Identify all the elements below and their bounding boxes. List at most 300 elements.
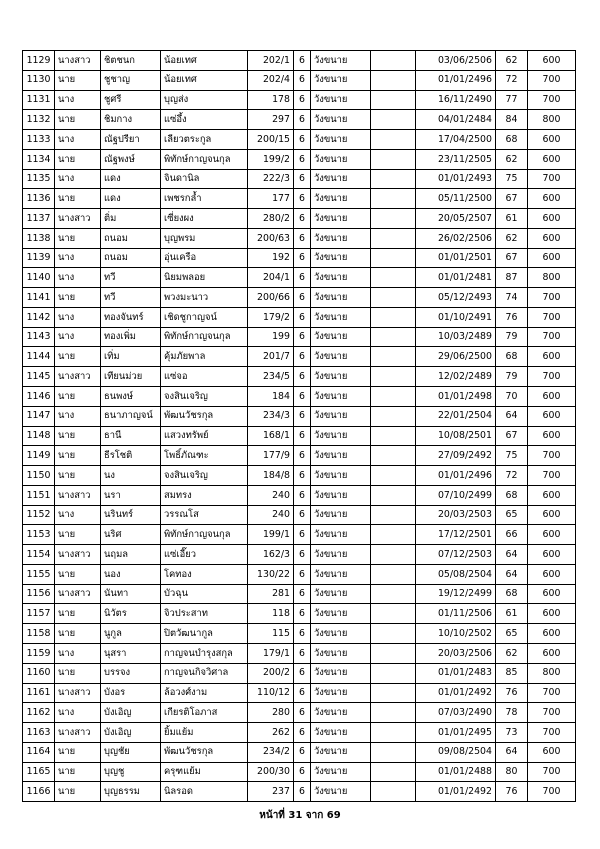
title-prefix-cell: นาย <box>55 782 101 802</box>
birth-date-cell: 07/10/2499 <box>416 485 496 505</box>
age-cell: 68 <box>496 584 528 604</box>
row-number-cell: 1163 <box>23 723 55 743</box>
village-number-cell: 6 <box>294 268 311 288</box>
village-number-cell: 6 <box>294 149 311 169</box>
subdistrict-cell: วังขนาย <box>311 70 371 90</box>
title-prefix-cell: นาย <box>55 604 101 624</box>
birth-date-cell: 17/12/2501 <box>416 525 496 545</box>
subdistrict-cell: วังขนาย <box>311 485 371 505</box>
table-row <box>23 169 576 189</box>
birth-date-cell: 01/01/2492 <box>416 683 496 703</box>
birth-date-cell: 20/03/2503 <box>416 505 496 525</box>
subdistrict-cell: วังขนาย <box>311 90 371 110</box>
table-row <box>23 782 576 802</box>
title-prefix-cell: นาง <box>55 169 101 189</box>
birth-date-cell: 16/11/2490 <box>416 90 496 110</box>
allowance-amount-cell: 700 <box>528 327 576 347</box>
village-number-cell: 6 <box>294 248 311 268</box>
row-number-cell: 1159 <box>23 643 55 663</box>
row-number-cell: 1147 <box>23 406 55 426</box>
first-name-cell: แดง <box>101 189 161 209</box>
allowance-amount-cell: 600 <box>528 545 576 565</box>
table-row <box>23 643 576 663</box>
table-row <box>23 762 576 782</box>
allowance-amount-cell: 700 <box>528 703 576 723</box>
last-name-cell: แสวงทรัพย์ <box>161 426 248 446</box>
table-row <box>23 130 576 150</box>
blank-cell <box>371 209 416 229</box>
subdistrict-cell: วังขนาย <box>311 723 371 743</box>
village-number-cell: 6 <box>294 288 311 308</box>
blank-cell <box>371 130 416 150</box>
birth-date-cell: 03/06/2506 <box>416 51 496 71</box>
village-number-cell: 6 <box>294 189 311 209</box>
age-cell: 65 <box>496 624 528 644</box>
subdistrict-cell: วังขนาย <box>311 703 371 723</box>
birth-date-cell: 01/01/2495 <box>416 723 496 743</box>
house-number-cell: 240 <box>248 505 294 525</box>
last-name-cell: เกียรติโอภาส <box>161 703 248 723</box>
allowance-amount-cell: 600 <box>528 387 576 407</box>
title-prefix-cell: นางสาว <box>55 683 101 703</box>
first-name-cell: ทองจันทร์ <box>101 307 161 327</box>
table-row <box>23 742 576 762</box>
house-number-cell: 201/7 <box>248 347 294 367</box>
row-number-cell: 1161 <box>23 683 55 703</box>
title-prefix-cell: นาง <box>55 307 101 327</box>
title-prefix-cell: นาย <box>55 564 101 584</box>
table-row <box>23 149 576 169</box>
village-number-cell: 6 <box>294 624 311 644</box>
last-name-cell: บัวฉุน <box>161 584 248 604</box>
village-number-cell: 6 <box>294 643 311 663</box>
title-prefix-cell: นาย <box>55 189 101 209</box>
village-number-cell: 6 <box>294 426 311 446</box>
house-number-cell: 200/63 <box>248 228 294 248</box>
house-number-cell: 234/3 <box>248 406 294 426</box>
title-prefix-cell: นาง <box>55 90 101 110</box>
birth-date-cell: 22/01/2504 <box>416 406 496 426</box>
row-number-cell: 1132 <box>23 110 55 130</box>
first-name-cell: นง <box>101 466 161 486</box>
row-number-cell: 1144 <box>23 347 55 367</box>
last-name-cell: วรรณโส <box>161 505 248 525</box>
row-number-cell: 1131 <box>23 90 55 110</box>
title-prefix-cell: นาย <box>55 228 101 248</box>
subdistrict-cell: วังขนาย <box>311 604 371 624</box>
title-prefix-cell: นาย <box>55 387 101 407</box>
subdistrict-cell: วังขนาย <box>311 189 371 209</box>
birth-date-cell: 29/06/2500 <box>416 347 496 367</box>
house-number-cell: 204/1 <box>248 268 294 288</box>
table-row <box>23 51 576 71</box>
age-cell: 64 <box>496 742 528 762</box>
house-number-cell: 184/8 <box>248 466 294 486</box>
table-row <box>23 189 576 209</box>
subdistrict-cell: วังขนาย <box>311 110 371 130</box>
subdistrict-cell: วังขนาย <box>311 248 371 268</box>
title-prefix-cell: นาง <box>55 327 101 347</box>
subdistrict-cell: วังขนาย <box>311 426 371 446</box>
last-name-cell: พิทักษ์กาญจนกุล <box>161 525 248 545</box>
village-number-cell: 6 <box>294 387 311 407</box>
row-number-cell: 1164 <box>23 742 55 762</box>
age-cell: 68 <box>496 347 528 367</box>
age-cell: 76 <box>496 782 528 802</box>
house-number-cell: 199/1 <box>248 525 294 545</box>
table-row <box>23 347 576 367</box>
title-prefix-cell: นาง <box>55 643 101 663</box>
last-name-cell: นิลรอด <box>161 782 248 802</box>
table-row <box>23 90 576 110</box>
title-prefix-cell: นางสาว <box>55 485 101 505</box>
title-prefix-cell: นางสาว <box>55 209 101 229</box>
title-prefix-cell: นาย <box>55 466 101 486</box>
subdistrict-cell: วังขนาย <box>311 663 371 683</box>
allowance-amount-cell: 600 <box>528 584 576 604</box>
subdistrict-cell: วังขนาย <box>311 307 371 327</box>
row-number-cell: 1154 <box>23 545 55 565</box>
row-number-cell: 1142 <box>23 307 55 327</box>
row-number-cell: 1141 <box>23 288 55 308</box>
blank-cell <box>371 70 416 90</box>
house-number-cell: 200/66 <box>248 288 294 308</box>
birth-date-cell: 12/02/2489 <box>416 367 496 387</box>
row-number-cell: 1137 <box>23 209 55 229</box>
last-name-cell: ครุฑแย้ม <box>161 762 248 782</box>
table-row <box>23 604 576 624</box>
title-prefix-cell: นางสาว <box>55 723 101 743</box>
age-cell: 67 <box>496 426 528 446</box>
subdistrict-cell: วังขนาย <box>311 584 371 604</box>
allowance-amount-cell: 600 <box>528 149 576 169</box>
subdistrict-cell: วังขนาย <box>311 762 371 782</box>
age-cell: 85 <box>496 663 528 683</box>
village-number-cell: 6 <box>294 367 311 387</box>
birth-date-cell: 01/01/2488 <box>416 762 496 782</box>
allowance-amount-cell: 600 <box>528 228 576 248</box>
blank-cell <box>371 485 416 505</box>
subdistrict-cell: วังขนาย <box>311 466 371 486</box>
birth-date-cell: 01/11/2506 <box>416 604 496 624</box>
table-row <box>23 288 576 308</box>
birth-date-cell: 01/01/2483 <box>416 663 496 683</box>
subdistrict-cell: วังขนาย <box>311 564 371 584</box>
title-prefix-cell: นาง <box>55 703 101 723</box>
age-cell: 75 <box>496 169 528 189</box>
title-prefix-cell: นางสาว <box>55 545 101 565</box>
village-number-cell: 6 <box>294 742 311 762</box>
age-cell: 65 <box>496 505 528 525</box>
house-number-cell: 118 <box>248 604 294 624</box>
age-cell: 77 <box>496 90 528 110</box>
village-number-cell: 6 <box>294 762 311 782</box>
first-name-cell: นฤมล <box>101 545 161 565</box>
house-number-cell: 222/3 <box>248 169 294 189</box>
last-name-cell: จินดานิล <box>161 169 248 189</box>
table-row <box>23 387 576 407</box>
house-number-cell: 115 <box>248 624 294 644</box>
allowance-amount-cell: 600 <box>528 485 576 505</box>
first-name-cell: บรรจง <box>101 663 161 683</box>
age-cell: 72 <box>496 466 528 486</box>
first-name-cell: เทิ่ม <box>101 347 161 367</box>
allowance-amount-cell: 600 <box>528 189 576 209</box>
age-cell: 67 <box>496 248 528 268</box>
table-row <box>23 70 576 90</box>
subdistrict-cell: วังขนาย <box>311 525 371 545</box>
allowance-amount-cell: 600 <box>528 248 576 268</box>
blank-cell <box>371 703 416 723</box>
title-prefix-cell: นางสาว <box>55 367 101 387</box>
row-number-cell: 1135 <box>23 169 55 189</box>
allowance-amount-cell: 600 <box>528 564 576 584</box>
table-row <box>23 485 576 505</box>
row-number-cell: 1139 <box>23 248 55 268</box>
age-cell: 62 <box>496 51 528 71</box>
last-name-cell: ล้อวงศ์งาม <box>161 683 248 703</box>
village-number-cell: 6 <box>294 703 311 723</box>
row-number-cell: 1165 <box>23 762 55 782</box>
blank-cell <box>371 248 416 268</box>
title-prefix-cell: นาย <box>55 525 101 545</box>
first-name-cell: เทียนม่วย <box>101 367 161 387</box>
subdistrict-cell: วังขนาย <box>311 288 371 308</box>
village-number-cell: 6 <box>294 604 311 624</box>
title-prefix-cell: นาง <box>55 268 101 288</box>
age-cell: 87 <box>496 268 528 288</box>
table-row <box>23 367 576 387</box>
subdistrict-cell: วังขนาย <box>311 130 371 150</box>
birth-date-cell: 01/01/2498 <box>416 387 496 407</box>
table-row <box>23 624 576 644</box>
title-prefix-cell: นาย <box>55 288 101 308</box>
age-cell: 62 <box>496 149 528 169</box>
table-row <box>23 466 576 486</box>
house-number-cell: 168/1 <box>248 426 294 446</box>
blank-cell <box>371 643 416 663</box>
first-name-cell: ณัฐพงษ์ <box>101 149 161 169</box>
blank-cell <box>371 189 416 209</box>
birth-date-cell: 05/12/2493 <box>416 288 496 308</box>
house-number-cell: 179/1 <box>248 643 294 663</box>
subdistrict-cell: วังขนาย <box>311 228 371 248</box>
blank-cell <box>371 604 416 624</box>
age-cell: 76 <box>496 683 528 703</box>
birth-date-cell: 17/04/2500 <box>416 130 496 150</box>
last-name-cell: บุญส่ง <box>161 90 248 110</box>
age-cell: 66 <box>496 525 528 545</box>
subdistrict-cell: วังขนาย <box>311 643 371 663</box>
village-number-cell: 6 <box>294 782 311 802</box>
village-number-cell: 6 <box>294 347 311 367</box>
first-name-cell: แดง <box>101 169 161 189</box>
age-cell: 68 <box>496 130 528 150</box>
first-name-cell: นอง <box>101 564 161 584</box>
birth-date-cell: 07/12/2503 <box>416 545 496 565</box>
table-row <box>23 584 576 604</box>
age-cell: 67 <box>496 189 528 209</box>
table-row <box>23 446 576 466</box>
last-name-cell: แซ่จอ <box>161 367 248 387</box>
first-name-cell: ทวี <box>101 288 161 308</box>
title-prefix-cell: นางสาว <box>55 51 101 71</box>
row-number-cell: 1130 <box>23 70 55 90</box>
last-name-cell: ยิ้มแย้ม <box>161 723 248 743</box>
subdistrict-cell: วังขนาย <box>311 367 371 387</box>
birth-date-cell: 20/03/2506 <box>416 643 496 663</box>
village-number-cell: 6 <box>294 51 311 71</box>
village-number-cell: 6 <box>294 505 311 525</box>
title-prefix-cell: นาย <box>55 446 101 466</box>
first-name-cell: นุสรา <box>101 643 161 663</box>
village-number-cell: 6 <box>294 228 311 248</box>
blank-cell <box>371 723 416 743</box>
village-number-cell: 6 <box>294 584 311 604</box>
blank-cell <box>371 110 416 130</box>
village-number-cell: 6 <box>294 663 311 683</box>
blank-cell <box>371 663 416 683</box>
title-prefix-cell: นาง <box>55 505 101 525</box>
age-cell: 64 <box>496 545 528 565</box>
birth-date-cell: 01/10/2491 <box>416 307 496 327</box>
birth-date-cell: 04/01/2484 <box>416 110 496 130</box>
subdistrict-cell: วังขนาย <box>311 545 371 565</box>
birth-date-cell: 09/08/2504 <box>416 742 496 762</box>
title-prefix-cell: นาย <box>55 70 101 90</box>
last-name-cell: นิยมพลอย <box>161 268 248 288</box>
birth-date-cell: 26/02/2506 <box>416 228 496 248</box>
house-number-cell: 281 <box>248 584 294 604</box>
allowance-amount-cell: 600 <box>528 525 576 545</box>
row-number-cell: 1148 <box>23 426 55 446</box>
first-name-cell: ณัฐปรียา <box>101 130 161 150</box>
beneficiary-table <box>22 50 576 802</box>
row-number-cell: 1151 <box>23 485 55 505</box>
table-row <box>23 406 576 426</box>
last-name-cell: เพชรกล้ำ <box>161 189 248 209</box>
first-name-cell: ธนพงษ์ <box>101 387 161 407</box>
first-name-cell: ทวี <box>101 268 161 288</box>
row-number-cell: 1129 <box>23 51 55 71</box>
table-row <box>23 525 576 545</box>
blank-cell <box>371 505 416 525</box>
last-name-cell: พิทักษ์กาญจนกุล <box>161 327 248 347</box>
village-number-cell: 6 <box>294 723 311 743</box>
blank-cell <box>371 624 416 644</box>
house-number-cell: 280 <box>248 703 294 723</box>
first-name-cell: ติ่ม <box>101 209 161 229</box>
row-number-cell: 1162 <box>23 703 55 723</box>
blank-cell <box>371 327 416 347</box>
first-name-cell: ชิมกาง <box>101 110 161 130</box>
blank-cell <box>371 683 416 703</box>
house-number-cell: 179/2 <box>248 307 294 327</box>
allowance-amount-cell: 600 <box>528 643 576 663</box>
last-name-cell: พัฒนวัชรกุล <box>161 406 248 426</box>
subdistrict-cell: วังขนาย <box>311 327 371 347</box>
first-name-cell: ชิตชนก <box>101 51 161 71</box>
first-name-cell: ธานี <box>101 426 161 446</box>
last-name-cell: โคทอง <box>161 564 248 584</box>
table-row <box>23 307 576 327</box>
village-number-cell: 6 <box>294 446 311 466</box>
last-name-cell: เซี่ยงผง <box>161 209 248 229</box>
table-row <box>23 228 576 248</box>
subdistrict-cell: วังขนาย <box>311 347 371 367</box>
birth-date-cell: 07/03/2490 <box>416 703 496 723</box>
allowance-amount-cell: 700 <box>528 446 576 466</box>
row-number-cell: 1155 <box>23 564 55 584</box>
last-name-cell: พวงมะนาว <box>161 288 248 308</box>
birth-date-cell: 10/03/2489 <box>416 327 496 347</box>
house-number-cell: 192 <box>248 248 294 268</box>
table-row <box>23 723 576 743</box>
house-number-cell: 202/1 <box>248 51 294 71</box>
birth-date-cell: 19/12/2499 <box>416 584 496 604</box>
allowance-amount-cell: 700 <box>528 466 576 486</box>
house-number-cell: 262 <box>248 723 294 743</box>
house-number-cell: 234/2 <box>248 742 294 762</box>
blank-cell <box>371 782 416 802</box>
row-number-cell: 1152 <box>23 505 55 525</box>
subdistrict-cell: วังขนาย <box>311 742 371 762</box>
blank-cell <box>371 446 416 466</box>
age-cell: 76 <box>496 307 528 327</box>
table-row <box>23 268 576 288</box>
last-name-cell: บุญพรม <box>161 228 248 248</box>
title-prefix-cell: นาง <box>55 248 101 268</box>
first-name-cell: ธีรโชติ <box>101 446 161 466</box>
allowance-amount-cell: 800 <box>528 663 576 683</box>
village-number-cell: 6 <box>294 683 311 703</box>
table-row <box>23 663 576 683</box>
age-cell: 74 <box>496 288 528 308</box>
allowance-amount-cell: 700 <box>528 367 576 387</box>
allowance-amount-cell: 800 <box>528 268 576 288</box>
title-prefix-cell: นาย <box>55 347 101 367</box>
row-number-cell: 1149 <box>23 446 55 466</box>
house-number-cell: 130/22 <box>248 564 294 584</box>
table-row <box>23 505 576 525</box>
subdistrict-cell: วังขนาย <box>311 149 371 169</box>
blank-cell <box>371 466 416 486</box>
first-name-cell: นันทา <box>101 584 161 604</box>
blank-cell <box>371 762 416 782</box>
allowance-amount-cell: 800 <box>528 110 576 130</box>
allowance-amount-cell: 600 <box>528 51 576 71</box>
house-number-cell: 297 <box>248 110 294 130</box>
first-name-cell: นิวัตร <box>101 604 161 624</box>
subdistrict-cell: วังขนาย <box>311 782 371 802</box>
birth-date-cell: 01/01/2493 <box>416 169 496 189</box>
house-number-cell: 184 <box>248 387 294 407</box>
age-cell: 80 <box>496 762 528 782</box>
last-name-cell: พิทักษ์กาญจนกุล <box>161 149 248 169</box>
village-number-cell: 6 <box>294 545 311 565</box>
allowance-amount-cell: 600 <box>528 209 576 229</box>
village-number-cell: 6 <box>294 307 311 327</box>
allowance-amount-cell: 700 <box>528 683 576 703</box>
row-number-cell: 1136 <box>23 189 55 209</box>
birth-date-cell: 10/10/2502 <box>416 624 496 644</box>
allowance-amount-cell: 700 <box>528 782 576 802</box>
subdistrict-cell: วังขนาย <box>311 209 371 229</box>
first-name-cell: นรินทร์ <box>101 505 161 525</box>
age-cell: 61 <box>496 209 528 229</box>
table-row <box>23 703 576 723</box>
village-number-cell: 6 <box>294 110 311 130</box>
